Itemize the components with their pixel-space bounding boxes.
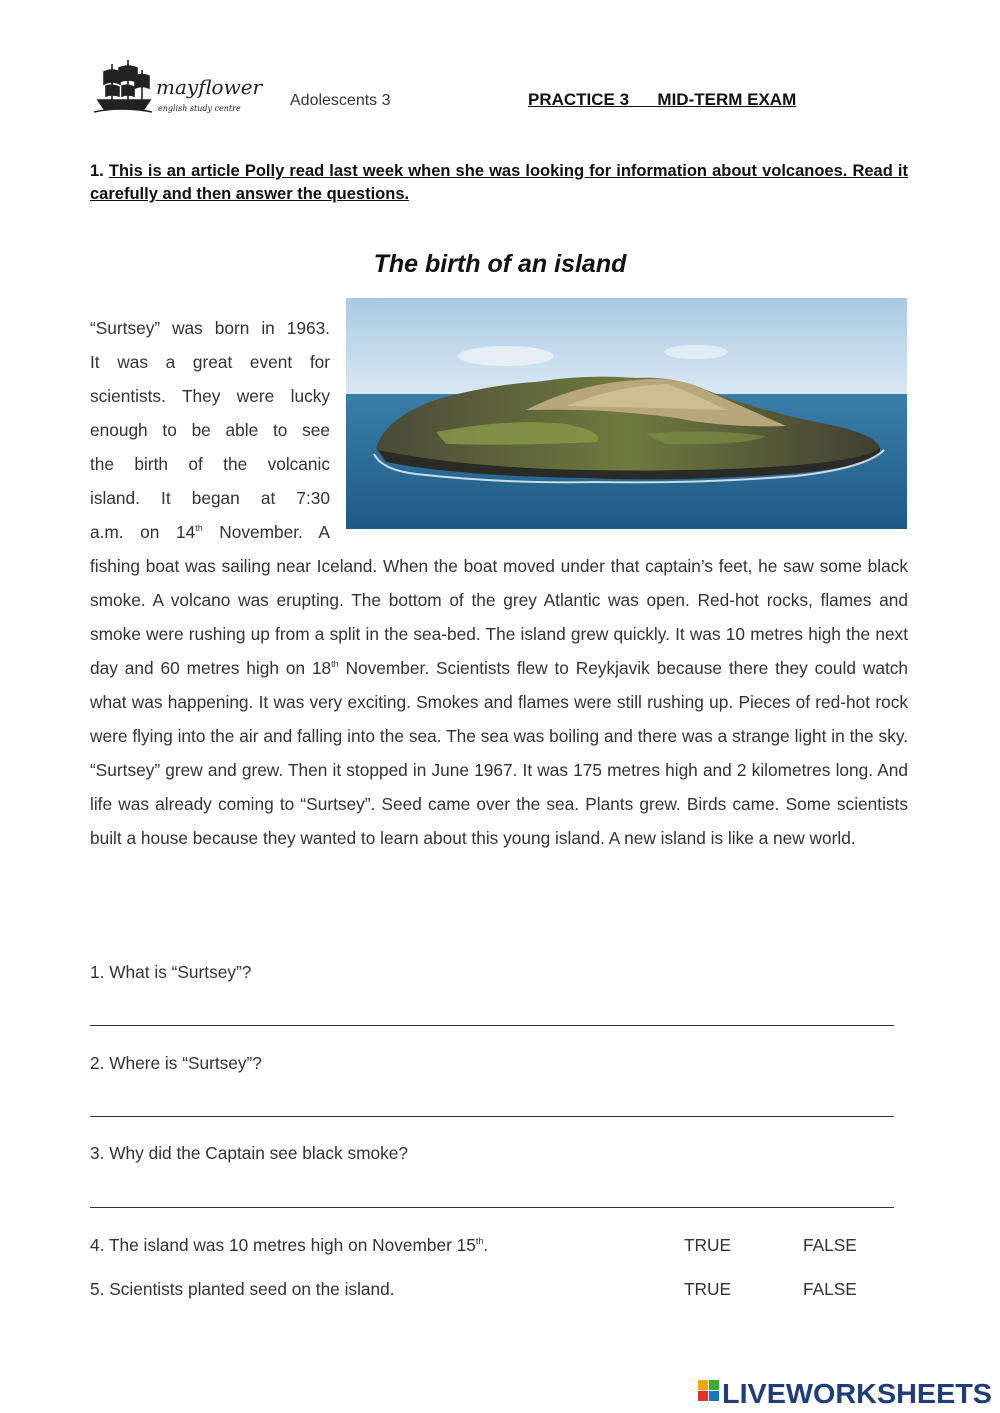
mayflower-logo [92, 56, 282, 118]
level-label: Adolescents 3 [290, 92, 391, 109]
question-5: 5. Scientists planted seed on the island. [90, 1279, 395, 1299]
article-line: enough to be able to see [90, 420, 330, 440]
instruction [90, 160, 908, 206]
answer-line-2[interactable] [90, 1116, 894, 1117]
answer-line-3[interactable] [90, 1207, 894, 1208]
question-2: 2. Where is “Surtsey”? [90, 1053, 262, 1073]
article-line: It was a great event for [90, 352, 330, 372]
article-line: scientists. They were lucky [90, 386, 330, 406]
article-line: island. It began at 7:30 [90, 488, 330, 508]
logo-subtitle: english study centre [158, 104, 241, 113]
liveworksheets-watermark [698, 1376, 994, 1408]
article-body-part: fishing boat was sailing near Iceland. When the boat moved under that captain’s feet, he saw some black smoke. A volcano was erupting. The bottom of the grey Atlantic was open. Red-hot rocks, flames and smoke were rushing up from a split in the sea-bed. The island grew quickly. It was 10 metres high the next day and 60 metres high on 18 [90, 556, 908, 678]
article-body-part: November. Scientists flew to Reykjavik because there they could watch what was happening. It was very exciting. Smokes and flames were still rushing up. Pieces of red-hot rock were flying into the air and falling into the sea. The sea was boiling and there was a strange light in the sky. “Surtsey” grew and grew. Then it stopped in June 1967. It was 175 metres high and 2 kilometres long. And life was already coming to “Surtsey”. Seed came over the sea. Plants grew. Birds came. Some scientists built a house because they wanted to learn about this young island. A new island is like a new world. [90, 658, 908, 848]
q5-false-option[interactable]: FALSE [803, 1279, 857, 1299]
q5-true-option[interactable]: TRUE [684, 1279, 732, 1299]
article-line: a.m. on 14th November. A [90, 522, 330, 542]
watermark-text: LIVEWORKSHEETS [722, 1378, 992, 1408]
question-3: 3. Why did the Captain see black smoke? [90, 1143, 408, 1163]
instruction-number: 1. [90, 162, 104, 180]
question-1: 1. What is “Surtsey”? [90, 962, 252, 982]
logo-name: mayflower [156, 75, 263, 99]
q4-false-option[interactable]: FALSE [803, 1235, 857, 1255]
article-line: “Surtsey” was born in 1963. [90, 318, 330, 338]
article-line: the birth of the volcanic [90, 454, 330, 474]
article-title: The birth of an island [373, 250, 627, 278]
instruction-text: This is an article Polly read last week when she was looking for information about volcanoes. Read it carefully and then answer the questions. [90, 162, 908, 203]
ordinal-suffix: th [331, 659, 339, 670]
exam-title: PRACTICE 3 MID-TERM EXAM [528, 90, 797, 109]
answer-line-1[interactable] [90, 1025, 894, 1026]
article-body [90, 549, 908, 855]
island-photo [346, 298, 907, 529]
article-intro [90, 311, 330, 549]
question-4: 4. The island was 10 metres high on November 15th. [90, 1235, 489, 1255]
q4-true-option[interactable]: TRUE [684, 1235, 732, 1255]
